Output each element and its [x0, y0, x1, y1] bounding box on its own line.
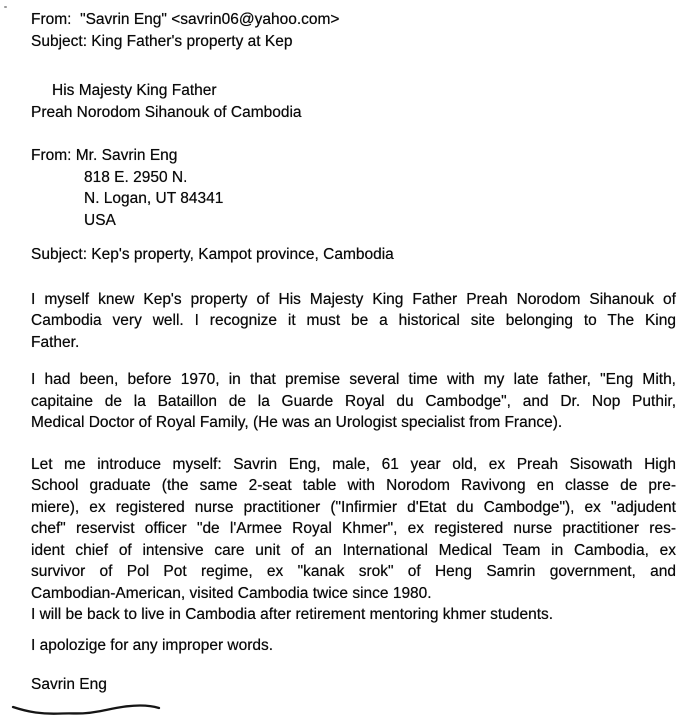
addressee-honorific: His Majesty King Father	[52, 82, 217, 99]
paragraph-line: ident chief of intensive care unit of an International Medical Team in Cambodia, ex	[31, 541, 676, 559]
paragraph-line: chef" reservist officer "de l'Armee Royal Khmer", ex registered nurse practitioner res-	[31, 520, 676, 537]
email-header	[31, 9, 676, 52]
paragraph-2	[31, 369, 676, 434]
paragraph-line: School graduate (the same 2-seat table with Norodom Ravivong en classe de pre-	[31, 477, 676, 494]
apology-block	[31, 635, 676, 657]
paragraph-line: survivor of Pol Pot regime, ex "kanak srok" of Heng Samrin government, and	[31, 563, 676, 580]
sender-address-line: N. Logan, UT 84341	[84, 190, 224, 207]
signature-block	[31, 674, 676, 696]
sender-address-line: USA	[84, 211, 116, 229]
sender-from-line: From: Mr. Savrin Eng	[31, 147, 178, 164]
email-subject-line: Subject: King Father's property at Kep	[31, 32, 293, 50]
email-from-line: From: "Savrin Eng" <savrin06@yahoo.com>	[31, 11, 340, 28]
paragraph-3	[31, 454, 676, 626]
sender-address-line: 818 E. 2950 N.	[84, 168, 188, 186]
sender-block	[31, 145, 676, 231]
paragraph-line: capitaine de la Bataillon de la Guarde Royal du Cambodge", and Dr. Nop Puthir,	[31, 392, 676, 410]
addressee-name: Preah Norodom Sihanouk of Cambodia	[31, 103, 302, 121]
paragraph-line: miere), ex registered nurse practitioner ("Infirmier d'Etat du Cambodge"), ex "adjudent	[31, 498, 676, 516]
handwritten-squiggle-underline	[10, 700, 162, 718]
paragraph-line: Cambodia very well. I recognize it must be a historical site belonging to The King	[31, 312, 676, 329]
scan-artifact-speck	[4, 6, 7, 8]
paragraph-1	[31, 289, 676, 354]
paragraph-line: Father.	[31, 333, 80, 351]
addressee-block	[31, 80, 676, 123]
paragraph-line: I will be back to live in Cambodia after retirement mentoring khmer students.	[31, 606, 554, 623]
paragraph-line: Let me introduce myself: Savrin Eng, male, 61 year old, ex Preah Sisowath High	[31, 455, 676, 473]
signature-name: Savrin Eng	[31, 676, 107, 693]
paragraph-line: I had been, before 1970, in that premise several time with my late father, "Eng Mith,	[31, 371, 676, 388]
apology-line: I apolozige for any improper words.	[31, 636, 274, 654]
paragraph-line: Cambodian-American, visited Cambodia twice since 1980.	[31, 584, 432, 602]
letter-subject-line: Subject: Kep's property, Kampot province, Cambodia	[31, 246, 394, 263]
paragraph-line: Medical Doctor of Royal Family, (He was an Urologist specialist from France).	[31, 414, 563, 431]
letter-subject-block	[31, 244, 676, 266]
paragraph-line: I myself knew Kep's property of His Majesty King Father Preah Norodom Sihanouk of	[31, 290, 676, 308]
